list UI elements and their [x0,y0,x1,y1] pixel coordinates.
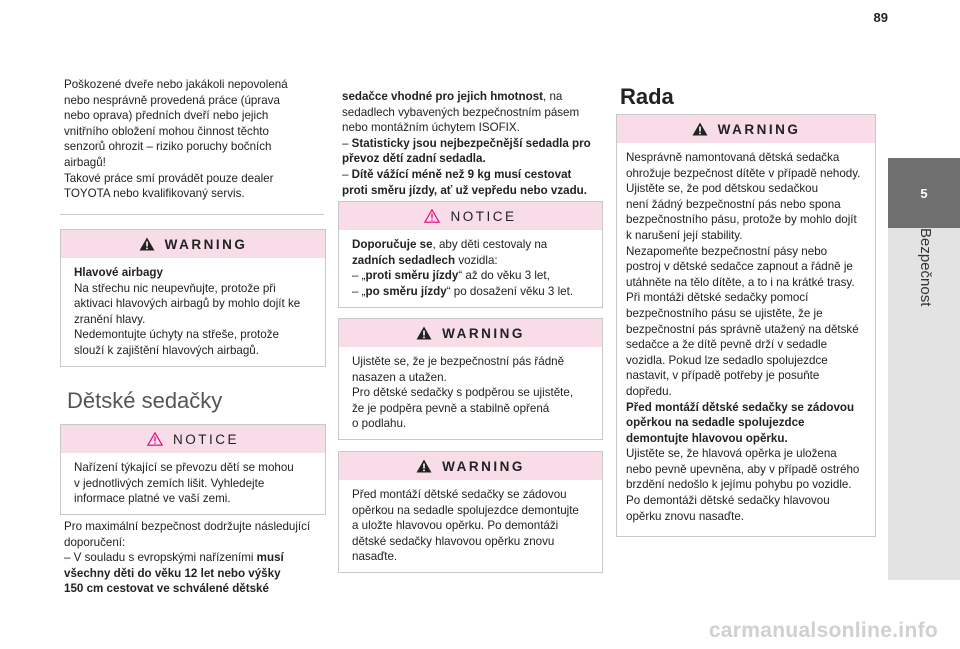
warning-line: a uložte hlavovou opěrku. Po demontáži [352,519,559,533]
warning-line: nastavit, v případě potřeby je posuňte [626,369,820,383]
warning-title: WARNING [442,458,525,474]
warning-line: bezpečnostního pásu, protože by mohlo dojít [626,213,857,227]
notice-triangle-icon [424,209,440,223]
para-line: 150 cm cestovat ve schválené dětské [64,582,269,596]
para-line: proti směru jízdy, ať už vepředu nebo vzadu. [342,183,587,197]
warning-line: slouží k zajištění hlavových airbagů. [74,343,259,357]
para-line: všechny děti do věku 12 let nebo výšky [64,566,281,580]
warning-line: Po demontáži dětské sedačky hlavovou [626,494,830,508]
warning-line: Při montáži dětské sedačky pomocí [626,291,809,305]
warning-line: nasazen a utažen. [352,370,447,384]
warning-box-head-airbags [60,229,326,367]
notice-box-rear-seats [338,201,603,308]
warning-line: opěrkou na sedadle spolujezdce demontujte [352,503,579,517]
warning-line: bezpečnostní pás správně utažený na dětské [626,322,859,336]
warning-line: Pro dětské sedačky s podpěrou se ujistěte, [352,386,574,400]
warning-title: WARNING [164,236,248,252]
intro-line: airbagů! [64,155,106,169]
warning-line: sedačce a že dítě pevně drží v sedadle [626,338,828,352]
warning-line: Nesprávně namontovaná dětská sedačka [626,151,840,164]
warning-triangle-icon [416,326,432,340]
warning-line: postroj v dětské sedačce zapnout a řádně je [626,260,853,274]
warning-box-headrest [338,451,603,573]
warning-line: k narušení její stability. [626,228,743,242]
section-tab-label: Bezpečnost [917,228,934,307]
recommendations-paragraph [64,519,326,597]
warning-line: bezpečnostního pásu se ujistěte, že je [626,306,823,320]
warning-line: není žádný bezpečnostní pás nebo spona [626,197,841,211]
warning-line: Na střechu nic neupevňujte, protože při [74,281,276,295]
para-line: – Dítě vážící méně než 9 kg musí cestovat [342,167,572,181]
warning-box-belt [338,318,603,440]
warning-title: WARNING [442,325,525,341]
warning-bold-line: opěrkou na sedadle spolujezdce [626,416,805,430]
warning-title: WARNING [717,121,801,137]
warning-header [617,115,875,143]
warning-line: Nedemontujte úchyty na střeše, protože [74,328,279,342]
warning-triangle-icon [692,122,708,136]
warning-line: Nezapomeňte bezpečnostní pásy nebo [626,244,828,258]
warning-line: Ujistěte se, že je bezpečnostní pás řádně [352,355,565,368]
warning-line: opěrku znovu nasaďte. [626,509,744,523]
para-line: doporučení: [64,535,126,549]
para-line: sedadlech vybavených bezpečnostním pásem [342,105,580,119]
intro-line: nebo oprava) předních dveří nebo jejich [64,109,269,123]
warning-triangle-icon [139,237,155,251]
intro-line: Poškozené dveře nebo jakákoli nepovolená [64,78,288,91]
warning-triangle-icon [416,459,432,473]
watermark: carmanualsonline.info [708,619,938,642]
warning-line: nasaďte. [352,550,398,564]
intro-line: Takové práce smí provádět pouze dealer [64,171,274,185]
warning-header [61,230,325,258]
warning-line: aktivaci hlavových airbagů by mohlo dojít ke [74,297,301,311]
warning-bold-line: demontujte hlavovou opěrku. [626,431,788,445]
notice-line: v jednotlivých zemích lišit. Vyhledejte [74,476,265,490]
warning-line: ohrožuje bezpečnost dítěte v případě nehody. [626,166,861,180]
para-line: – Statisticky jsou nejbezpečnější sedadla pro [342,136,591,150]
notice-header [339,202,602,230]
para-line: převoz dětí zadní sedadla. [342,152,486,166]
notice-line: zadních sedadlech vozidla: [352,253,498,267]
warning-line: dětské sedačky hlavovou opěrku znovu [352,534,555,548]
page-number: 89 [873,10,888,25]
para-line: sedačce vhodné pro jejich hmotnost, na [342,90,563,103]
para-line: nebo montážním úchytem ISOFIX. [342,121,520,135]
warning-line: o podlahu. [352,417,407,431]
warning-box-child-seat [616,114,876,537]
warning-line: zranění hlavy. [74,312,146,326]
intro-line: senzorů ohrozit – riziko poruchy bočních [64,140,272,154]
warning-subheading: Hlavové airbagy [74,266,163,279]
warning-line: nebo pevně upevněna, aby v případě ostrého [626,462,860,476]
notice-title: NOTICE [172,431,239,447]
warning-line: že je podpěra pevně a stabilně opřená [352,401,550,415]
notice-header [61,425,325,453]
notice-line: informace platné ve vaší zemi. [74,492,231,506]
warning-line: utáhněte na tělo dítěte, a to i na krátké trasy. [626,275,855,289]
section-title: Dětské sedačky [67,388,223,413]
notice-line: Nařízení týkající se převozu dětí se mohou [74,461,294,474]
warning-line: vozidla. Pokud lze sedadlo spolujezdce [626,353,828,367]
warning-header [339,452,602,480]
damage-info-box [60,77,324,215]
section-tab-number[interactable]: 5 [888,158,960,228]
notice-box-regulations [60,424,326,515]
warning-line: brzdění nedošlo k jejímu pohybu po vozidle. [626,478,852,492]
notice-line: Doporučuje se, aby děti cestovaly na [352,238,548,251]
notice-line: – „proti směru jízdy“ až do věku 3 let, [352,269,550,283]
warning-line: dopředu. [626,384,672,398]
intro-line: nebo nesprávně provedená práce (úprava [64,93,280,107]
warning-line: Ujistěte se, že hlavová opěrka je uložena [626,447,837,461]
warning-bold-line: Před montáží dětské sedačky se zádovou [626,400,855,414]
notice-triangle-icon [147,432,163,446]
notice-line: – „po směru jízdy“ po dosažení věku 3 let. [352,284,574,298]
warning-line: Ujistěte se, že pod dětskou sedačkou [626,182,819,196]
advice-heading: Rada [620,84,674,109]
warning-line: Před montáží dětské sedačky se zádovou [352,488,567,501]
warning-header [339,319,602,347]
intro-line: vnitřního obložení mohou činnost těchto [64,124,269,138]
col2-paragraph [342,89,604,198]
notice-title: NOTICE [450,208,517,224]
para-line: Pro maximální bezpečnost dodržujte následující [64,520,311,533]
para-line: – V souladu s evropskými nařízeními musí [64,551,284,565]
intro-line: TOYOTA nebo kvalifikovaný servis. [64,187,245,201]
